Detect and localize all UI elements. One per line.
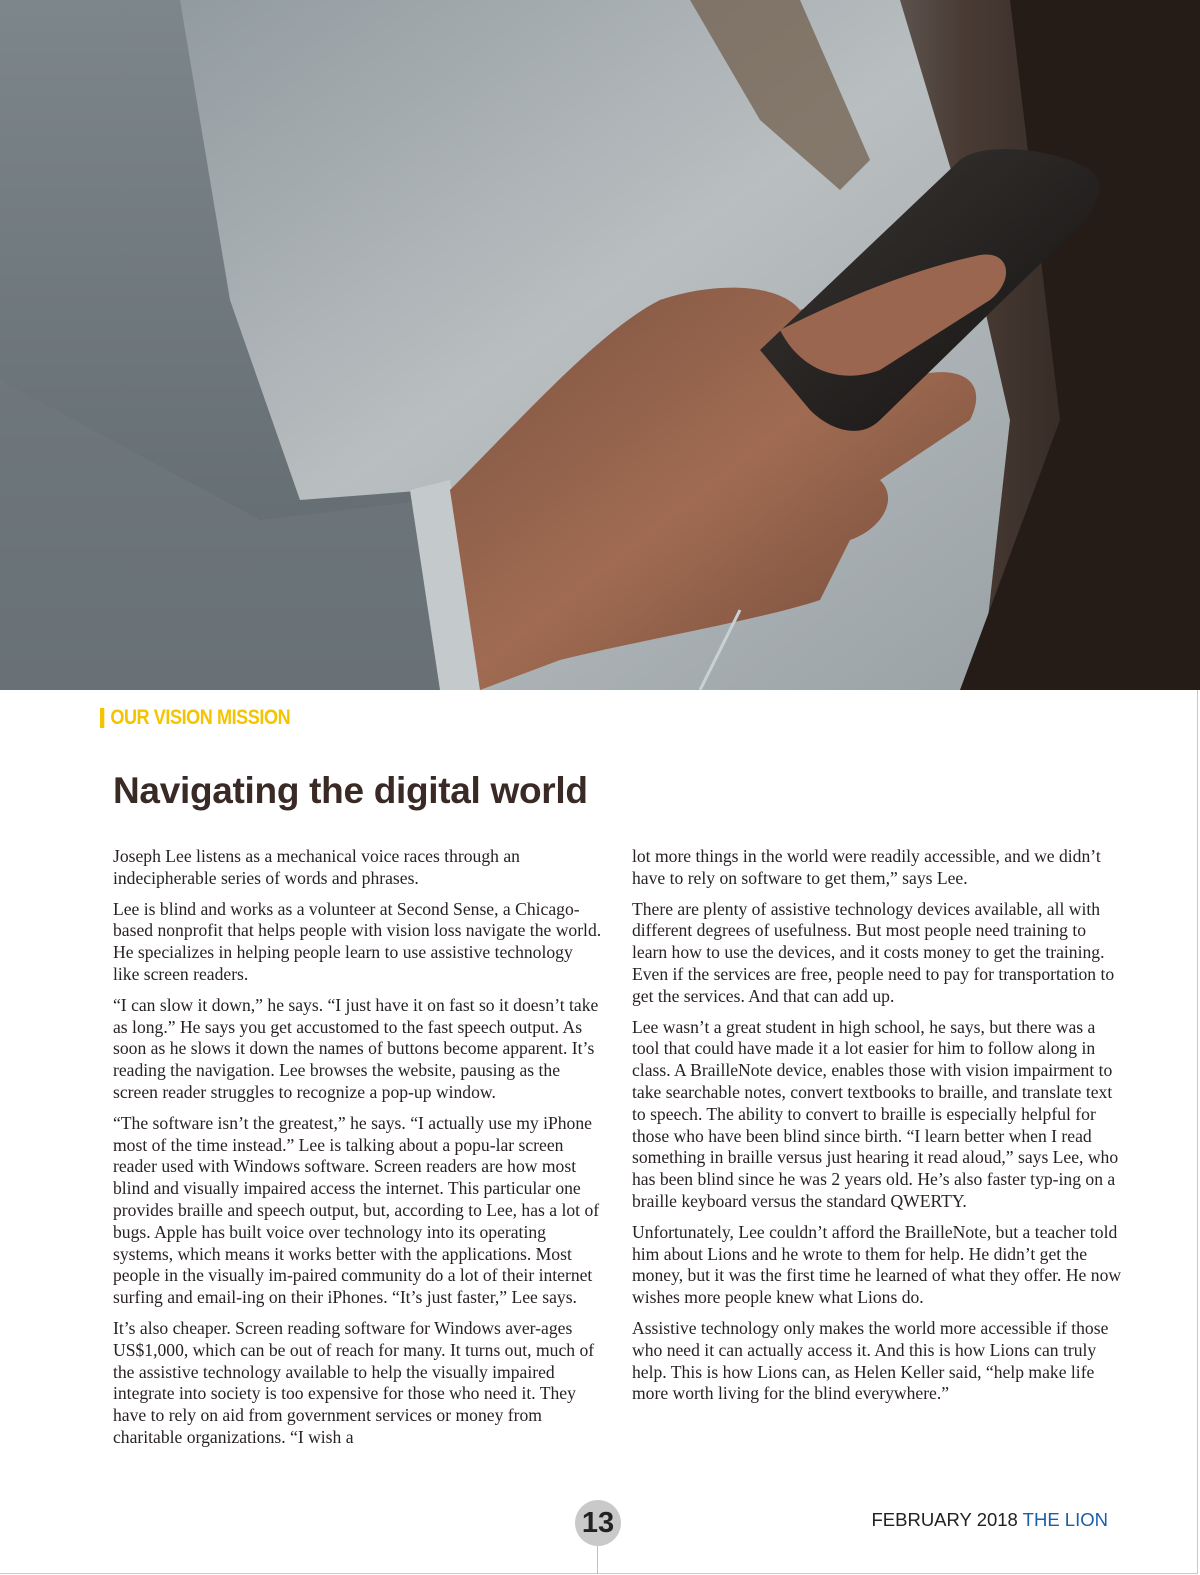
paragraph: “I can slow it down,” he says. “I just have it on fast so it doesn’t take as long.” He says you get accustomed to the fast speech output. As soon as he slows it down the names of buttons become apparent. It’s reading the navigation. Lee browses the website, pausing as the screen reader struggles to recognize a pop-up window.: [113, 994, 599, 1102]
paragraph: Joseph Lee listens as a mechanical voice races through an indecipherable series of words and phrases.: [113, 846, 520, 888]
folio-divider: [597, 1546, 598, 1574]
paragraph: Assistive technology only makes the world more accessible if those who need it can actually access it. And this is how Lions can truly help. This is how Lions can, as Helen Keller said, “help make life more worth living for the blind everywhere.”: [632, 1317, 1109, 1404]
paragraph: “The software isn’t the greatest,” he says. “I actually use my iPhone most of the time instead.” Lee is talking about a popu-lar screen reader used with Windows software. Screen readers are how most blind and visually impaired access the internet. This particular one provides braille and speech output, but, according to Lee, has a lot of bugs. Apple has built voice over technology into its operating systems, which means it works better with the applications. Most people in the visually im-paired community do a lot of their internet surfing and email-ing on their iPhones. “It’s just faster,” Lee says.: [113, 1112, 600, 1308]
article-column-left: [113, 846, 603, 1458]
section-label-text: OUR VISION MISSION: [110, 706, 291, 729]
article-column-right: [632, 846, 1124, 1414]
running-footer: [871, 1509, 1108, 1531]
paragraph: lot more things in the world were readily accessible, and we didn’t have to rely on software to get them,” says Lee.: [632, 846, 1101, 888]
paragraph: It’s also cheaper. Screen reading software for Windows aver-ages US$1,000, which can be out of reach for many. It turns out, much of the assistive technology available to help the visually impaired integrate into society is too expensive for those who need it. They have to rely on aid from government services or money from charitable organizations. “I wish a: [113, 1317, 595, 1447]
paragraph: Lee wasn’t a great student in high school, he says, but there was a tool that could have made it a lot easier for him to follow along in class. A BrailleNote device, enables those with vision impairment to take searchable notes, convert textbooks to braille, and translate text to speech. The ability to convert to braille is especially helpful for those who have been blind since birth. “I learn better when I read something in braille versus just hearing it read aloud,” says Lee, who has been blind since he was 2 years old. He’s also faster typ-ing on a braille keyboard versus the standard QWERTY.: [632, 1016, 1119, 1211]
paragraph: Unfortunately, Lee couldn’t afford the BrailleNote, but a teacher told him about Lions and he wrote to them for help. He didn’t get the money, but it was the first time he learned of what they offer. He now wishes more people knew what Lions do.: [632, 1221, 1122, 1308]
paragraph: There are plenty of assistive technology devices available, all with different degrees of usefulness. But most people need training to learn how to use the devices, and it costs money to get the training. Even if the services are free, people need to pay for transportation to get the services. And that can add up.: [632, 898, 1115, 1006]
hero-photo-hand-holding-phone: [0, 0, 1200, 690]
issue-date: FEBRUARY 2018: [871, 1509, 1018, 1530]
section-marker-bar: [100, 708, 104, 728]
section-label: [100, 706, 290, 730]
paragraph: Lee is blind and works as a volunteer at Second Sense, a Chicago-based nonprofit that helps people with vision loss navigate the world. He specializes in helping people learn to use assistive technology like screen readers.: [113, 898, 602, 984]
article-headline: Navigating the digital world: [113, 770, 588, 811]
page-number: 13: [575, 1500, 621, 1546]
publication-name: THE LION: [1022, 1509, 1108, 1530]
